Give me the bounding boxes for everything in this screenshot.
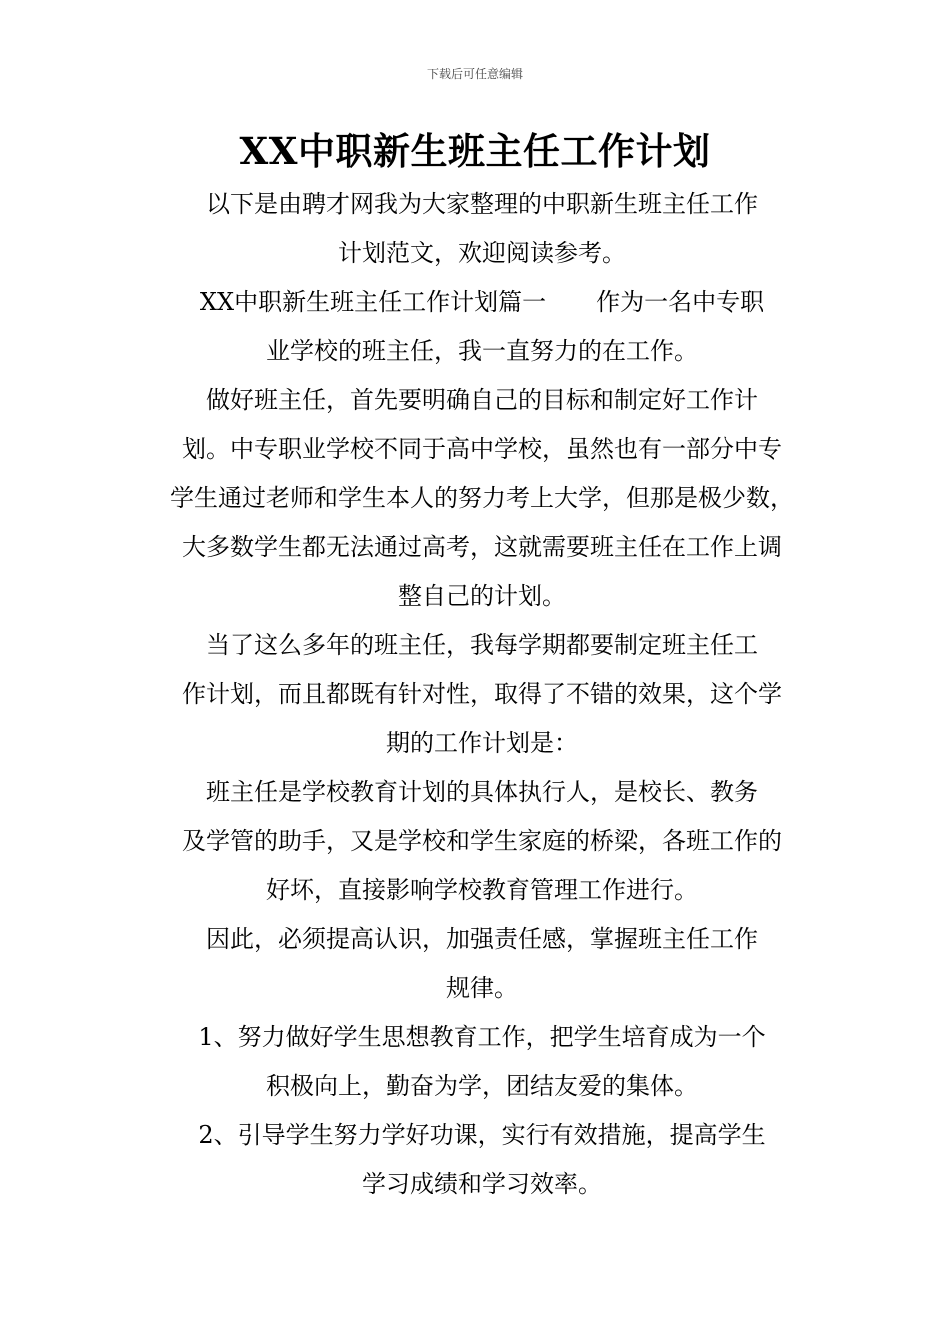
paragraph-line: 规律。 [446, 974, 518, 1002]
paragraph-line: 及学管的助手，又是学校和学生家庭的桥梁，各班工作的 [182, 827, 782, 855]
paragraph-section-heading [157, 278, 807, 376]
paragraph-experience [157, 621, 807, 768]
paragraph-line: 大多数学生都无法通过高考，这就需要班主任在工作上调 [182, 533, 782, 561]
paragraph-line: 学生通过老师和学生本人的努力考上大学，但那是极少数， [170, 484, 794, 512]
paragraph-goals [157, 376, 807, 621]
document-title: XX中职新生班主任工作计划 [239, 129, 711, 173]
paragraph-line: 好坏，直接影响学校教育管理工作进行。 [266, 876, 698, 904]
paragraph-line: 以下是由聘才网我为大家整理的中职新生班主任工作 [206, 190, 758, 218]
paragraph-line: 整自己的计划。 [398, 582, 566, 610]
paragraph-line: 划。中专职业学校不同于高中学校，虽然也有一部分中专 [182, 435, 782, 463]
paragraph-line: 做好班主任，首先要明确自己的目标和制定好工作计 [206, 386, 758, 414]
paragraph-line: 作计划，而且都既有针对性，取得了不错的效果，这个学 [182, 680, 782, 708]
paragraph-item-1 [157, 1013, 807, 1111]
paragraph-line: 积极向上，勤奋为学，团结友爱的集体。 [266, 1072, 698, 1100]
paragraph-line: 1、努力做好学生思想教育工作，把学生培育成为一个 [198, 1023, 766, 1051]
paragraph-role [157, 768, 807, 915]
paragraph-intro [157, 180, 807, 278]
paragraph-line: 作为一名中专职 [596, 288, 765, 316]
paragraph-line: 当了这么多年的班主任，我每学期都要制定班主任工 [206, 631, 758, 659]
header-note: 下载后可任意编辑 [426, 67, 523, 81]
paragraph-line: 计划范文，欢迎阅读参考。 [338, 239, 626, 267]
paragraph-line: 因此，必须提高认识，加强责任感，掌握班主任工作 [206, 925, 758, 953]
paragraph-line: 期的工作计划是： [386, 729, 578, 757]
paragraph-line: 2、引导学生努力学好功课，实行有效措施，提高学生 [198, 1121, 766, 1149]
section-heading: XX中职新生班主任工作计划篇一 [199, 288, 547, 316]
paragraph-line: 业学校的班主任，我一直努力的在工作。 [266, 337, 698, 365]
paragraph-awareness [157, 915, 807, 1013]
paragraph-item-2 [157, 1111, 807, 1209]
paragraph-line: 班主任是学校教育计划的具体执行人，是校长、教务 [206, 778, 758, 806]
paragraph-line: 学习成绩和学习效率。 [362, 1170, 602, 1198]
document-body [157, 180, 807, 1209]
